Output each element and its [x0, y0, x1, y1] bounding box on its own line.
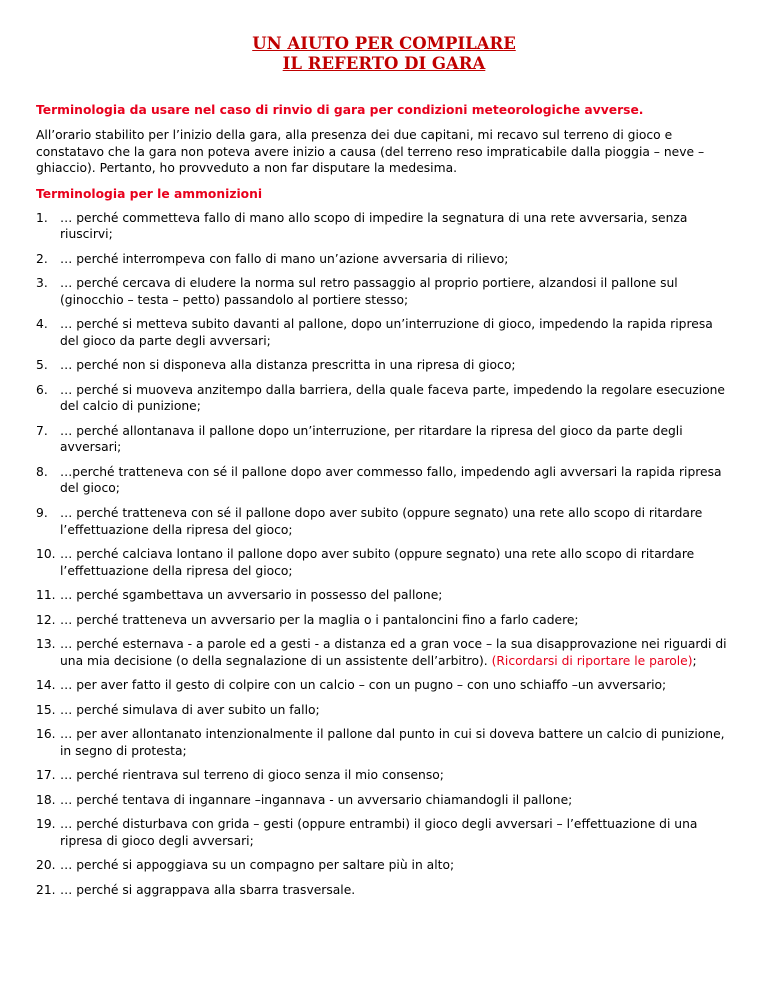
list-item-number: 12.	[36, 612, 56, 627]
list-item-main-text: … perché si muoveva anzitempo dalla barriera, della quale faceva parte, impedendo la regolare esecuzione del calcio di punizione;	[60, 382, 725, 414]
list-item	[36, 505, 732, 538]
list-item-number: 8.	[36, 464, 48, 479]
list-item-main-text: … perché allontanava il pallone dopo un’interruzione, per ritardare la ripresa del gioco da parte degli avversari;	[60, 423, 683, 455]
list-item-text	[60, 382, 732, 415]
list-item-text	[60, 882, 732, 899]
list-item-text	[60, 251, 732, 268]
list-item-main-text: … perché tratteneva con sé il pallone dopo aver subito (oppure segnato) una rete allo scopo di ritardare l’effettuazione della ripresa del gioco;	[60, 505, 703, 537]
list-item	[36, 357, 732, 374]
list-item-text	[60, 792, 732, 809]
list-item-text	[60, 546, 732, 579]
list-item-reminder-note: (Ricordarsi di riportare le parole)	[491, 653, 693, 668]
list-item-number: 9.	[36, 505, 48, 520]
list-item	[36, 857, 732, 874]
list-item-main-text: … perché interrompeva con fallo di mano un’azione avversaria di rilievo;	[60, 251, 509, 266]
list-item	[36, 612, 732, 629]
list-item-number: 4.	[36, 317, 48, 332]
list-item-text	[60, 464, 732, 497]
list-item-main-text: … perché non si disponeva alla distanza prescritta in una ripresa di gioco;	[60, 358, 516, 373]
list-item	[36, 546, 732, 579]
title-line-1: UN AIUTO PER COMPILARE	[252, 34, 516, 53]
list-item-text	[60, 423, 732, 456]
list-item-number: 6.	[36, 382, 48, 397]
list-item-main-text: … perché disturbava con grida – gesti (oppure entrambi) il gioco degli avversari – l’effettuazione di una ripresa di gioco degli avversari;	[60, 817, 698, 848]
weather-paragraph: All’orario stabilito per l’inizio della gara, alla presenza dei due capitani, mi recavo sul terreno di gioco e constatavo che la gara non poteva avere inizio a causa (del terreno reso impraticabile dalla pioggia – neve – ghiaccio). Pertanto, ho provveduto a non far disputare la medesima.	[36, 128, 705, 175]
list-item-number: 20.	[36, 858, 56, 873]
list-item-trailing-punctuation: ;	[692, 653, 697, 668]
list-item-number: 5.	[36, 358, 48, 373]
list-item-number: 16.	[36, 727, 56, 742]
list-item-number: 2.	[36, 251, 48, 266]
list-item-number: 3.	[36, 276, 48, 291]
list-item	[36, 816, 732, 849]
list-item-main-text: … perché esternava - a parole ed a gesti - a distanza ed a gran voce – la sua disapprovazione nei riguardi di una mia decisione (o della segnalazione di un assistente dell’arbitro).	[60, 637, 727, 668]
list-item-number: 17.	[36, 768, 56, 783]
list-item-main-text: … perché commetteva fallo di mano allo scopo di impedire la segnatura di una rete avversaria, senza riuscirvi;	[60, 210, 688, 242]
list-item	[36, 316, 732, 349]
list-item-main-text: … perché cercava di eludere la norma sul retro passaggio al proprio portiere, alzandosi il pallone sul (ginocchio – testa – petto) passandolo al portiere stesso;	[60, 276, 678, 307]
list-item-number: 7.	[36, 423, 48, 438]
list-item-main-text: … perché tentava di ingannare –ingannava - un avversario chiamandogli il pallone;	[60, 792, 573, 807]
list-item-text	[60, 357, 732, 374]
list-item	[36, 677, 732, 694]
list-item	[36, 702, 732, 719]
document-title	[36, 0, 732, 74]
list-item-number: 19.	[36, 817, 56, 832]
list-item-main-text: … perché sgambettava un avversario in possesso del pallone;	[60, 588, 443, 603]
list-item-text	[60, 636, 732, 669]
list-item-number: 13.	[36, 637, 56, 652]
list-item-text	[60, 677, 732, 694]
list-item-text	[60, 505, 732, 538]
list-item-number: 11.	[36, 588, 56, 603]
list-item-main-text: … perché si aggrappava alla sbarra trasversale.	[60, 882, 356, 897]
list-item	[36, 464, 732, 497]
list-item-text	[60, 275, 732, 308]
list-item-number: 15.	[36, 702, 56, 717]
list-item	[36, 792, 732, 809]
list-item-main-text: … perché si metteva subito davanti al pallone, dopo un’interruzione di gioco, impedendo la rapida ripresa del gioco da parte degli avversari;	[60, 317, 713, 348]
list-item-main-text: … perché calciava lontano il pallone dopo aver subito (oppure segnato) una rete allo scopo di ritardare l’effettuazione della ripresa del gioco;	[60, 547, 695, 578]
list-item-main-text: …perché tratteneva con sé il pallone dopo aver commesso fallo, impedendo agli avversari la rapida ripresa del gioco;	[60, 464, 722, 496]
list-item-number: 1.	[36, 210, 48, 225]
list-item-text	[60, 857, 732, 874]
list-item	[36, 726, 732, 759]
title-line-2: IL REFERTO DI GARA	[282, 54, 486, 73]
list-item	[36, 767, 732, 784]
list-item-text	[60, 316, 732, 349]
list-item-text	[60, 767, 732, 784]
list-item-main-text: … per aver fatto il gesto di colpire con un calcio – con un pugno – con uno schiaffo –un avversario;	[60, 678, 667, 693]
list-item-number: 18.	[36, 792, 56, 807]
list-item	[36, 882, 732, 899]
list-item-main-text: … perché si appoggiava su un compagno per saltare più in alto;	[60, 858, 455, 873]
list-item-number: 21.	[36, 882, 56, 897]
cautions-list	[36, 210, 732, 899]
list-item	[36, 210, 732, 243]
list-item-text	[60, 816, 732, 849]
list-item-text	[60, 587, 732, 604]
list-item-text	[60, 210, 732, 243]
section-heading-weather: Terminologia da usare nel caso di rinvio di gara per condizioni meteorologiche avverse.	[36, 103, 644, 117]
list-item-text	[60, 612, 732, 629]
list-item-main-text: … per aver allontanato intenzionalmente il pallone dal punto in cui si doveva battere un calcio di punizione, in segno di protesta;	[60, 727, 725, 758]
list-item-main-text: … perché simulava di aver subito un fallo;	[60, 702, 320, 717]
list-item	[36, 587, 732, 604]
list-item	[36, 251, 732, 268]
list-item-text	[60, 726, 732, 759]
list-item-main-text: … perché tratteneva un avversario per la maglia o i pantaloncini fino a farlo cadere;	[60, 612, 579, 627]
section-heading-cautions: Terminologia per le ammonizioni	[36, 186, 263, 201]
list-item	[36, 382, 732, 415]
list-item	[36, 275, 732, 308]
list-item-number: 14.	[36, 678, 56, 693]
list-item	[36, 423, 732, 456]
list-item	[36, 636, 732, 669]
list-item-text	[60, 702, 732, 719]
list-item-number: 10.	[36, 547, 56, 562]
list-item-main-text: … perché rientrava sul terreno di gioco senza il mio consenso;	[60, 768, 444, 783]
